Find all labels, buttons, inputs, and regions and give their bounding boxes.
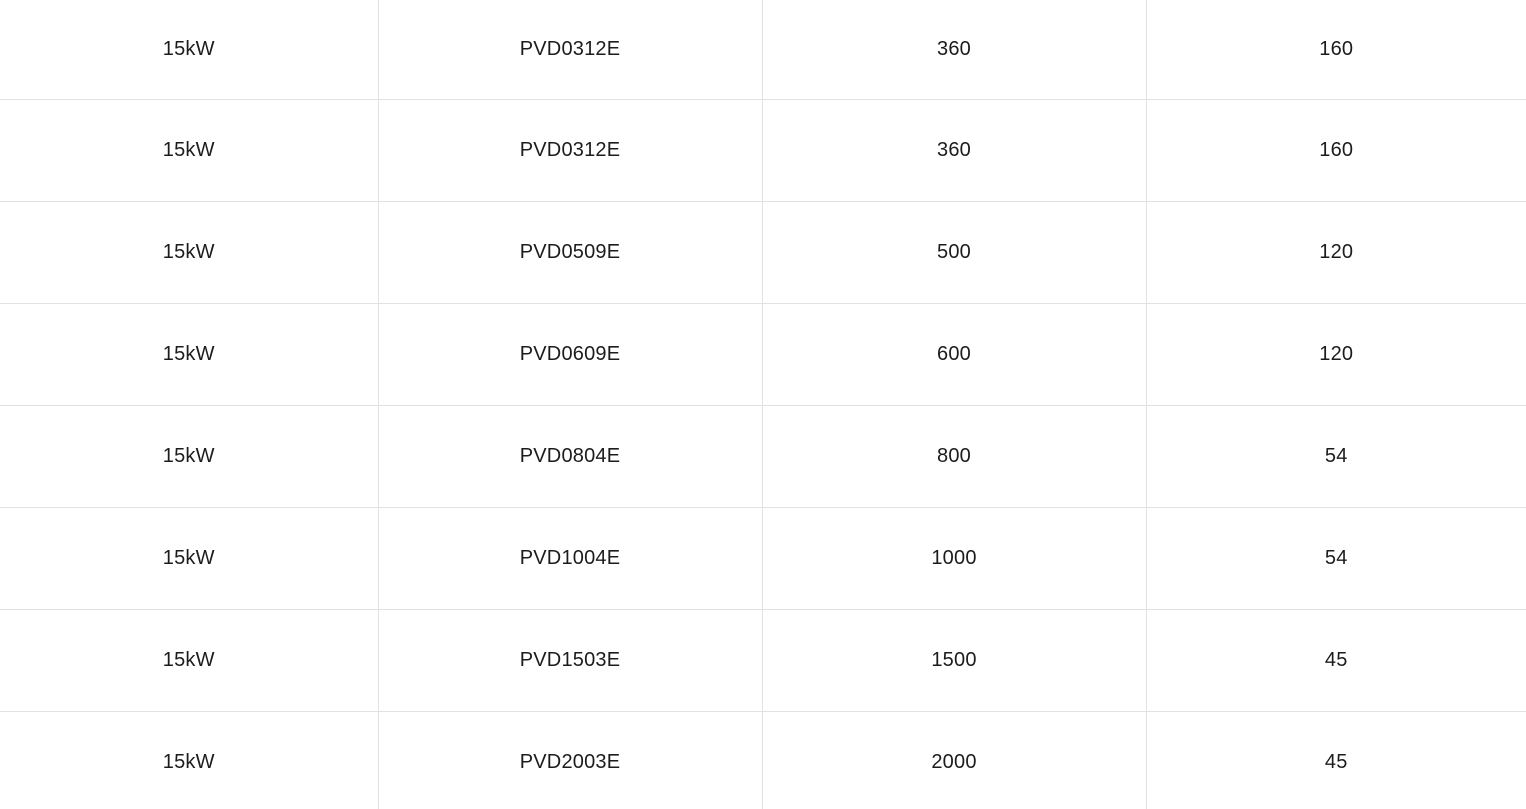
cell-model: PVD0312E (378, 0, 762, 99)
cell-value2: 160 (1146, 99, 1526, 201)
cell-value2: 54 (1146, 405, 1526, 507)
cell-value1: 500 (762, 201, 1146, 303)
cell-value1: 2000 (762, 711, 1146, 809)
cell-value2: 45 (1146, 711, 1526, 809)
cell-value1: 1500 (762, 609, 1146, 711)
table-row (0, 99, 1526, 201)
cell-value2: 120 (1146, 201, 1526, 303)
table-row (0, 711, 1526, 809)
cell-value2: 54 (1146, 507, 1526, 609)
cell-value1: 360 (762, 0, 1146, 99)
cell-value2: 45 (1146, 609, 1526, 711)
cell-value2: 160 (1146, 0, 1526, 99)
table-row (0, 303, 1526, 405)
cell-model: PVD0804E (378, 405, 762, 507)
table-row (0, 201, 1526, 303)
cell-value2: 120 (1146, 303, 1526, 405)
cell-value1: 800 (762, 405, 1146, 507)
cell-power: 15kW (0, 507, 378, 609)
cell-power: 15kW (0, 99, 378, 201)
cell-power: 15kW (0, 201, 378, 303)
cell-power: 15kW (0, 711, 378, 809)
cell-model: PVD1503E (378, 609, 762, 711)
table-row (0, 609, 1526, 711)
cell-model: PVD2003E (378, 711, 762, 809)
table-row (0, 405, 1526, 507)
cell-power: 15kW (0, 609, 378, 711)
cell-power: 15kW (0, 405, 378, 507)
cell-power: 15kW (0, 0, 378, 99)
cell-value1: 600 (762, 303, 1146, 405)
cell-value1: 1000 (762, 507, 1146, 609)
cell-model: PVD1004E (378, 507, 762, 609)
cell-model: PVD0609E (378, 303, 762, 405)
table-row (0, 507, 1526, 609)
cell-value1: 360 (762, 99, 1146, 201)
cell-model: PVD0312E (378, 99, 762, 201)
cell-power: 15kW (0, 303, 378, 405)
cell-model: PVD0509E (378, 201, 762, 303)
table-row (0, 0, 1526, 99)
